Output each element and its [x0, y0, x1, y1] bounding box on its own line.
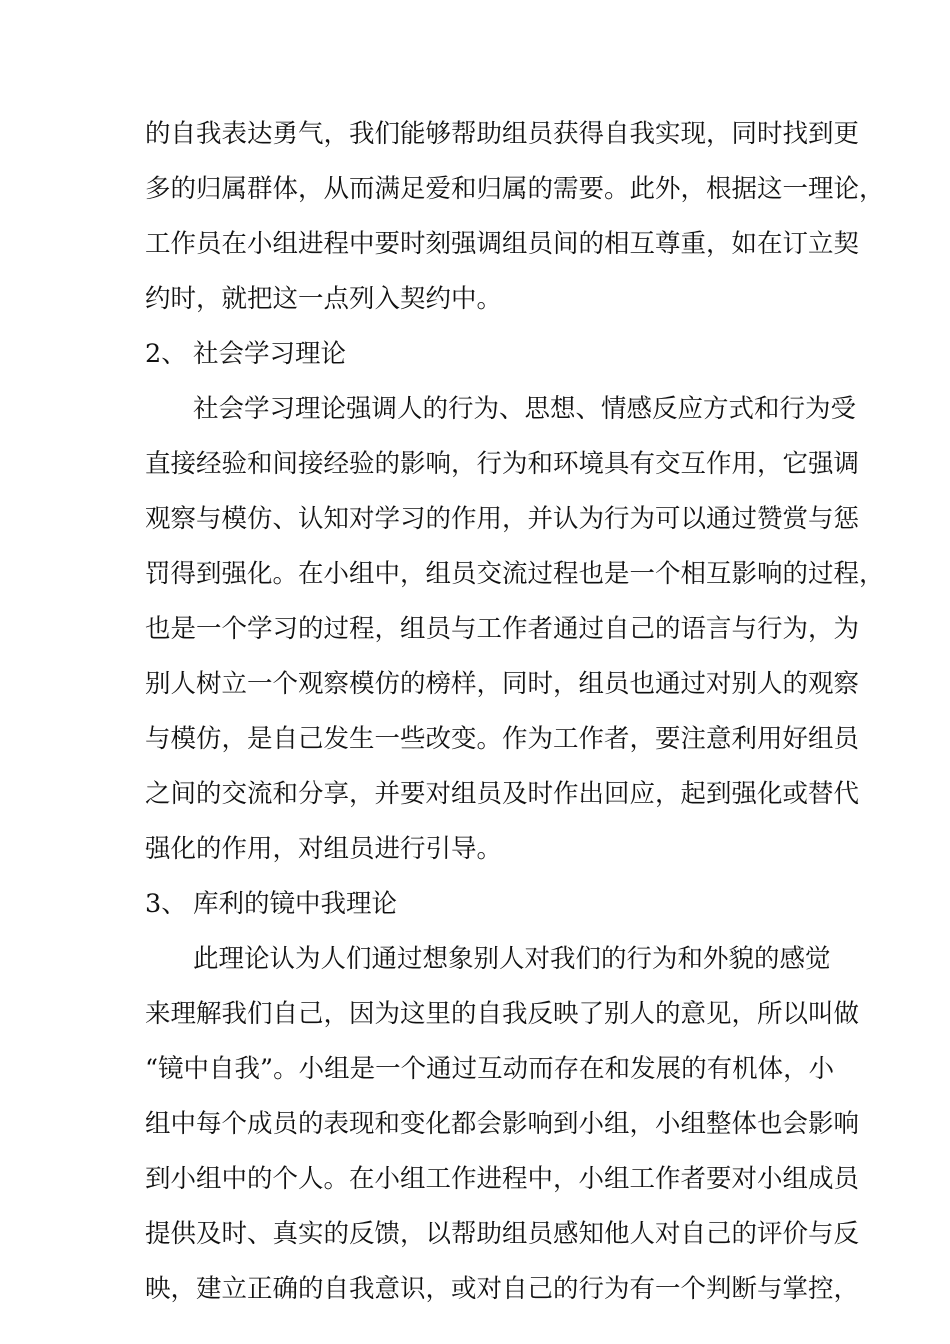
paragraph-line: 罚得到强化。在小组中，组员交流过程也是一个相互影响的过程，: [145, 559, 885, 589]
section-title: 库利的镜中我理论: [193, 889, 398, 919]
paragraph-line: 直接经验和间接经验的影响，行为和环境具有交互作用，它强调: [145, 449, 860, 479]
paragraph-line: 约时，就把这一点列入契约中。: [145, 284, 503, 314]
paragraph-line: 来理解我们自己，因为这里的自我反映了别人的意见，所以叫做: [145, 999, 860, 1029]
paragraph-line: 到小组中的个人。在小组工作进程中，小组工作者要对小组成员: [145, 1164, 860, 1194]
paragraph-line: 提供及时、真实的反馈，以帮助组员感知他人对自己的评价与反: [145, 1219, 860, 1249]
paragraph-line: 与模仿，是自己发生一些改变。作为工作者，要注意利用好组员: [145, 724, 860, 754]
paragraph-line: “镜中自我”。小组是一个通过互动而存在和发展的有机体，小: [145, 1054, 835, 1084]
paragraph-line: 别人树立一个观察模仿的榜样，同时，组员也通过对别人的观察: [145, 669, 860, 699]
section-heading-3: [145, 886, 397, 922]
paragraph-line: 此理论认为人们通过想象别人对我们的行为和外貌的感觉: [193, 944, 831, 974]
paragraph-line: 映，建立正确的自我意识，或对自己的行为有一个判断与掌控，: [145, 1274, 860, 1304]
section-heading-2: [145, 336, 346, 372]
section-number: 3、: [145, 889, 187, 919]
paragraph-line: 观察与模仿、认知对学习的作用，并认为行为可以通过赞赏与惩: [145, 504, 860, 534]
paragraph-line: 的自我表达勇气，我们能够帮助组员获得自我实现，同时找到更: [145, 119, 860, 149]
paragraph-line: 组中每个成员的表现和变化都会影响到小组，小组整体也会影响: [145, 1109, 860, 1139]
paragraph-line: 社会学习理论强调人的行为、思想、情感反应方式和行为受: [193, 394, 857, 424]
section-number: 2、: [145, 339, 187, 369]
paragraph-line: 强化的作用，对组员进行引导。: [145, 834, 503, 864]
paragraph-line: 多的归属群体，从而满足爱和归属的需要。此外，根据这一理论，: [145, 174, 885, 204]
paragraph-line: 也是一个学习的过程，组员与工作者通过自己的语言与行为，为: [145, 614, 860, 644]
section-title: 社会学习理论: [193, 339, 347, 369]
paragraph-line: 工作员在小组进程中要时刻强调组员间的相互尊重，如在订立契: [145, 229, 860, 259]
paragraph-line: 之间的交流和分享，并要对组员及时作出回应，起到强化或替代: [145, 779, 860, 809]
